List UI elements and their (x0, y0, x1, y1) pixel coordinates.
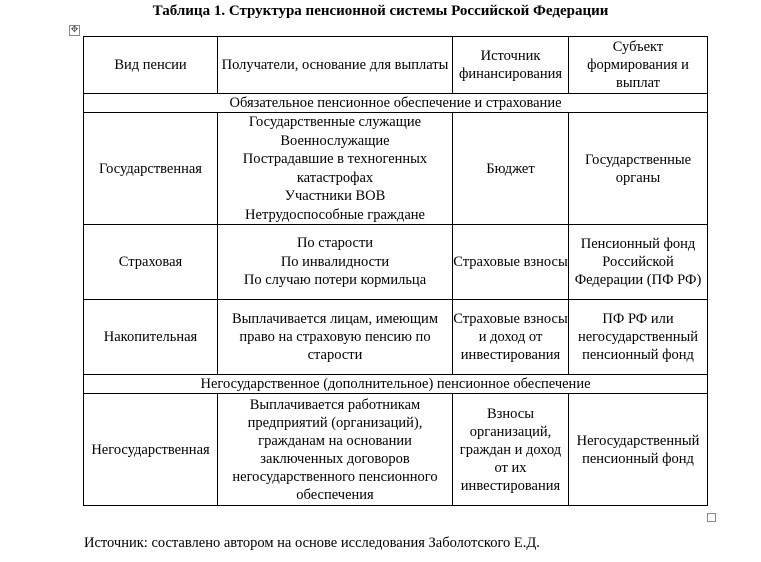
recipient-line: Нетрудоспособные граждане (245, 206, 425, 223)
table-row (84, 113, 708, 225)
table-header-row (84, 37, 708, 94)
table-row (84, 394, 708, 506)
cell-recipients: Выплачивается работникам предприятий (организаций), гражданам на основании заключенных договоров негосударственного пенсионного обеспечения (218, 394, 453, 506)
cell-source: Страховые взносы и доход от инвестирования (453, 300, 569, 375)
table-row (84, 300, 708, 375)
move-cross-icon[interactable]: ✥ (70, 25, 79, 35)
recipient-line: По старости (296, 235, 374, 252)
cell-source: Взносы организаций, граждан и доход от их инвестирования (453, 394, 569, 506)
cell-recipients (218, 225, 453, 300)
cell-recipients: Выплачивается лицам, имеющим право на страховую пенсию по старости (218, 300, 453, 375)
cell-subject: Негосударственный пенсионный фонд (569, 394, 708, 506)
cell-type: Накопительная (84, 300, 218, 375)
header-cell-recipients: Получатели, основание для выплаты (218, 37, 453, 94)
section-row-voluntary (84, 375, 708, 394)
section-row-mandatory (84, 94, 708, 113)
cell-type: Негосударственная (84, 394, 218, 506)
header-cell-source: Источник финансирования (453, 37, 569, 94)
recipient-line: По инвалидности (280, 253, 390, 270)
cell-subject: Государственные органы (569, 113, 708, 225)
section-title-mandatory: Обязательное пенсионное обеспечение и страхование (84, 94, 708, 113)
header-cell-type: Вид пенсии (84, 37, 218, 94)
cell-subject: Пенсионный фонд Российской Федерации (ПФ РФ) (569, 225, 708, 300)
cell-subject: ПФ РФ или негосударственный пенсионный фонд (569, 300, 708, 375)
table-title: Таблица 1. Структура пенсионной системы Российской Федерации (152, 3, 609, 19)
source-note: Источник: составлено автором на основе исследования Заболотского Е.Д. (84, 535, 540, 551)
recipient-line: Участники ВОВ (284, 188, 386, 204)
table-resize-handle[interactable] (707, 513, 716, 522)
cell-source: Бюджет (453, 113, 569, 225)
section-title-voluntary: Негосударственное (дополнительное) пенсионное обеспечение (84, 375, 708, 394)
cell-source: Страховые взносы (453, 225, 569, 300)
recipient-line: Военнослужащие (280, 132, 390, 149)
cell-type: Страховая (84, 225, 218, 300)
cell-recipients (218, 113, 453, 225)
pension-structure-table (83, 36, 708, 506)
recipient-line: Государственные служащие (248, 114, 422, 130)
recipient-line: По случаю потери кормильца (243, 272, 427, 289)
cell-type: Государственная (84, 113, 218, 225)
header-cell-subject: Субъект формирования и выплат (569, 37, 708, 94)
recipient-line: Пострадавшие в техногенных катастрофах (242, 151, 428, 186)
table-row (84, 225, 708, 300)
